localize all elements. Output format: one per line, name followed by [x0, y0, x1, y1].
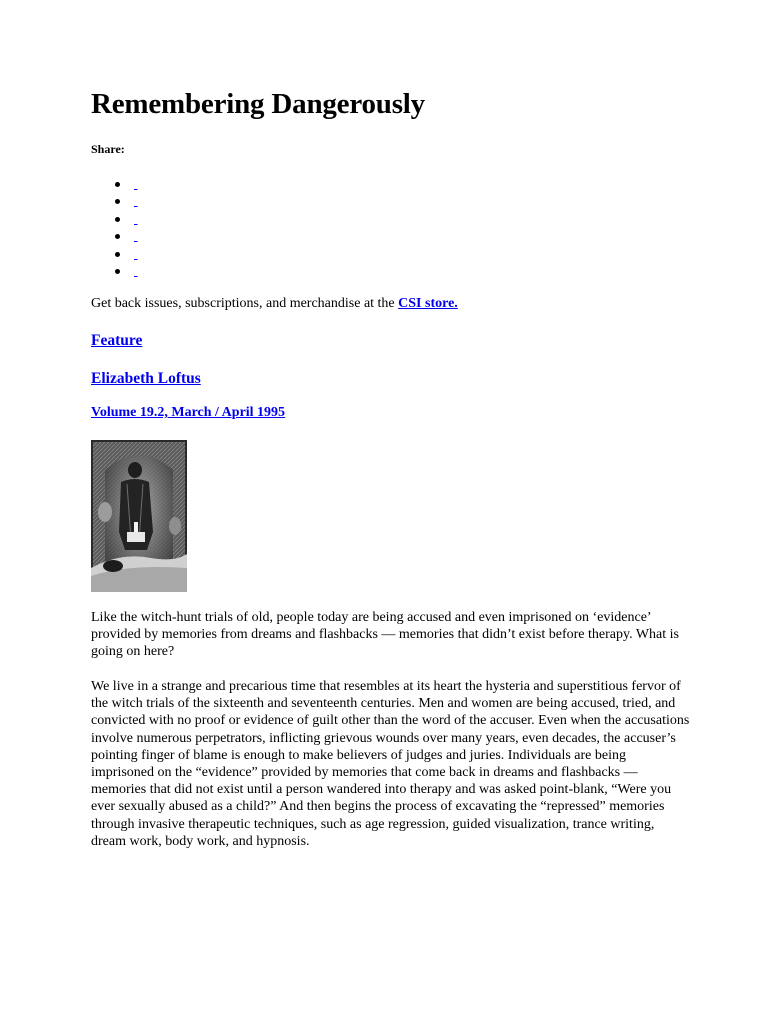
share-item — [91, 263, 138, 280]
store-promo — [91, 296, 458, 312]
bullet-icon — [115, 252, 120, 257]
bullet-icon — [115, 234, 120, 239]
share-item — [91, 176, 138, 193]
share-link-3[interactable] — [134, 211, 138, 228]
article-illustration — [91, 440, 187, 592]
bullet-icon — [115, 217, 120, 222]
article-paragraph-body: We live in a strange and precarious time that resembles at its heart the hysteria and superstitious fervor of the witch trials of the sixteenth and seventeenth centuries. Men and women are being accused, tried, and convicted with no proof or evidence of guilt other than the word of the accuser. Even when the accusations involve numerous perpetrators, inflicting grievous wounds over many years, even decades, the accuser’s pointing finger of blame is enough to make believers of judges and juries. Individuals are being imprisoned on the “evidence” provided by memories that come back in dreams and flashbacks — memories that did not exist until a person wandered into therapy and was asked point-blank, “Were you ever sexually abused as a child?” And then begins the process of excavating the “repressed” memories through invasive therapeutic techniques, such as age regression, guided visualization, trance writing, dream work, body work, and hypnosis. — [91, 679, 690, 849]
share-link-1[interactable] — [134, 176, 138, 193]
csi-store-link[interactable]: CSI store. — [398, 296, 458, 311]
share-link-6[interactable] — [134, 263, 138, 280]
share-item — [91, 211, 138, 228]
bullet-icon — [115, 199, 120, 204]
share-label: Share: — [91, 142, 125, 156]
share-link-2[interactable] — [134, 193, 138, 210]
bullet-icon — [115, 182, 120, 187]
issue-link[interactable]: Volume 19.2, March / April 1995 — [91, 405, 286, 420]
share-link-4[interactable] — [134, 228, 138, 245]
bullet-icon — [115, 269, 120, 274]
share-item — [91, 193, 138, 210]
page-title: Remembering Dangerously — [91, 88, 425, 120]
share-links-list — [91, 176, 138, 280]
share-item — [91, 228, 138, 245]
share-link-5[interactable] — [134, 246, 138, 263]
author-link[interactable]: Elizabeth Loftus — [91, 370, 201, 387]
article-paragraph-intro: Like the witch-hunt trials of old, people today are being accused and even imprisoned on ‘evidence’ provided by memories from dreams and flashbacks — memories that didn’t exist before therapy. What is going on here? — [91, 610, 679, 660]
store-text: Get back issues, subscriptions, and merchandise at the — [91, 296, 395, 311]
section-link-feature[interactable]: Feature — [91, 332, 143, 349]
share-item — [91, 246, 138, 263]
